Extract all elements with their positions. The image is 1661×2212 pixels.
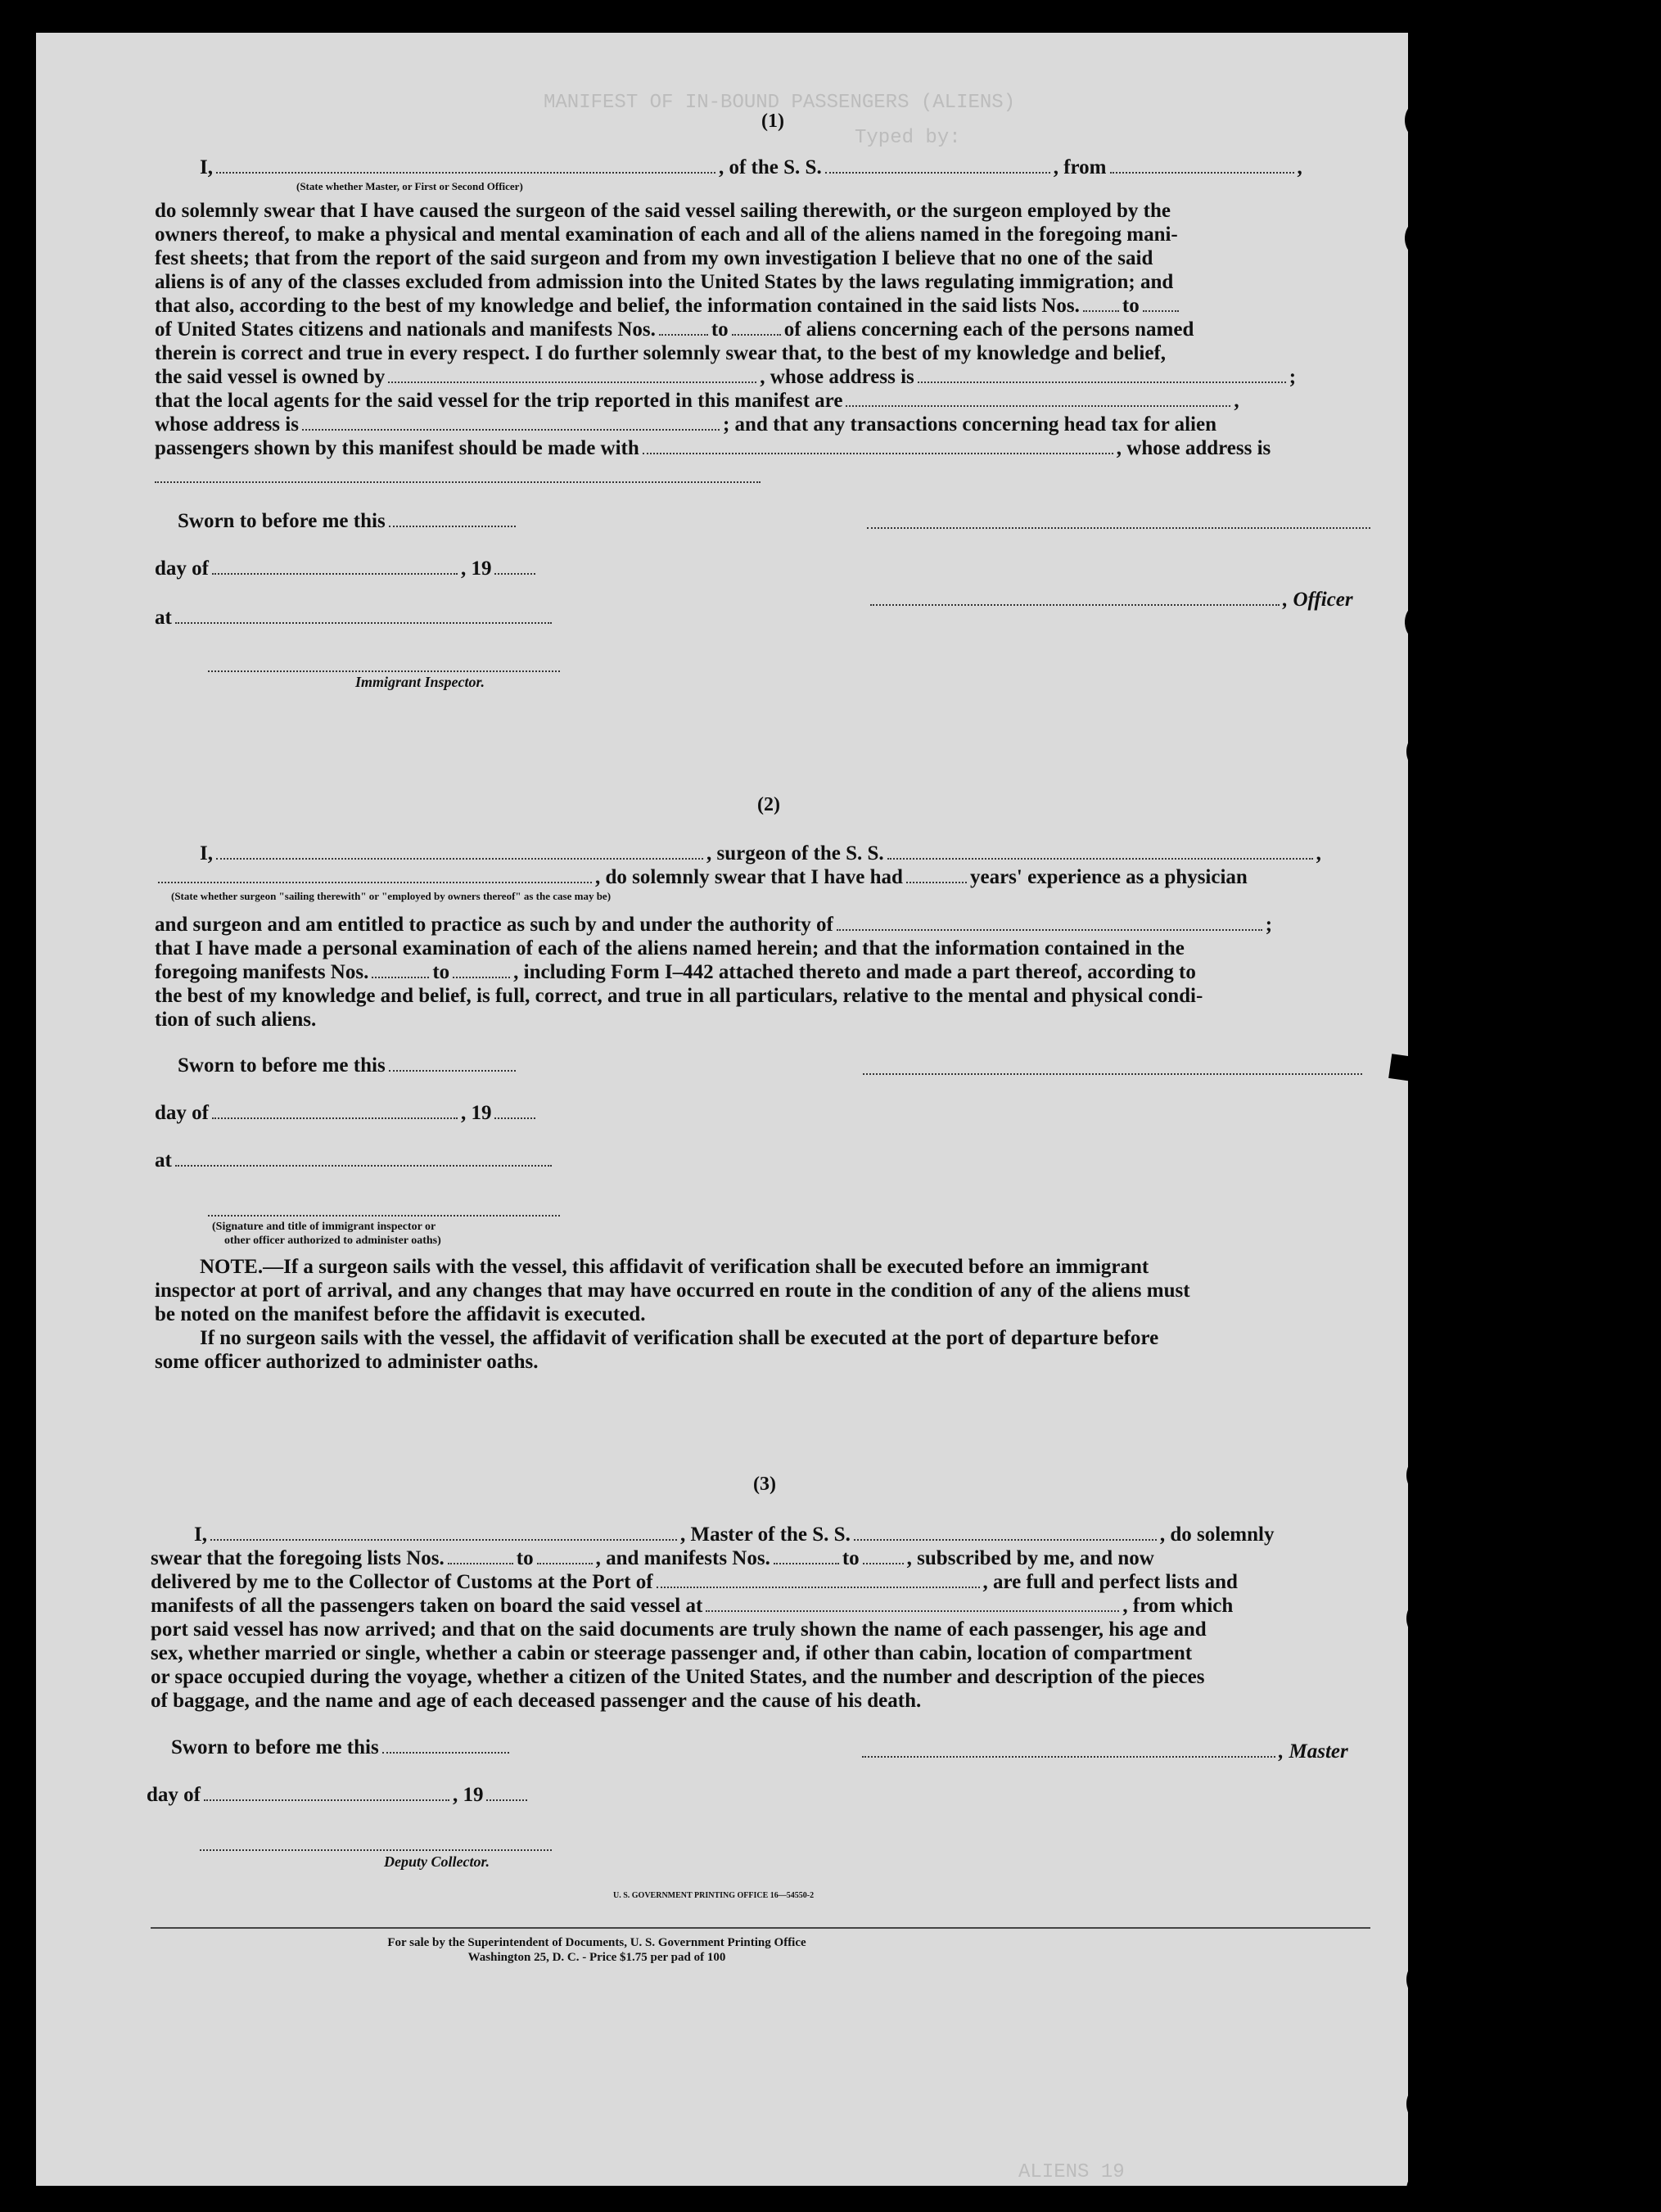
signature-line	[208, 1214, 560, 1217]
sworn-line: Sworn to before me this	[171, 1736, 512, 1760]
sec1-line-1: I, , of the S. S. , from ,	[200, 156, 1302, 178]
punch-hole	[1406, 1455, 1408, 1496]
text-line: therein is correct and true in every respect. I do further solemnly swear that, to the best of my knowledge and belief,	[155, 342, 1167, 364]
section-heading: (3)	[753, 1474, 776, 1495]
sec2-line-2: , do solemnly swear that I have had years' experience as a physician	[155, 865, 1248, 890]
text-line: that the local agents for the said vessel for the trip reported in this manifest are ,	[155, 390, 1239, 412]
punch-hole	[1406, 1598, 1408, 1639]
bleed-through-text: ALIENS 19	[1018, 2161, 1125, 2183]
sworn-line: Sworn to before me this	[178, 1054, 519, 1078]
text-line: of United States citizens and nationals and manifests Nos. to of aliens concerning each of the persons named	[155, 318, 1194, 341]
text-line: owners thereof, to make a physical and mental examination of each and all of the aliens named in the foregoing mani-	[155, 223, 1178, 246]
text-line: delivered by me to the Collector of Customs at the Port of , are full and perfect lists and	[151, 1571, 1238, 1593]
signature-line	[200, 1849, 552, 1851]
section-heading: (2)	[757, 794, 780, 815]
bleed-through-text: Typed by:	[855, 127, 961, 149]
text-line: port said vessel has now arrived; and that on the said documents are truly shown the name of each passenger, his age and	[151, 1618, 1207, 1641]
form-page	[36, 33, 1408, 2186]
day-line: day of , 19	[147, 1783, 530, 1808]
divider	[151, 1926, 1370, 1929]
sec3-line-1: I, , Master of the S. S. , do solemnly	[194, 1524, 1275, 1546]
day-line: day of , 19	[155, 557, 539, 581]
punch-hole	[1406, 731, 1408, 772]
text-line: of baggage, and the name and age of each deceased passenger and the cause of his death.	[151, 1690, 922, 1712]
punch-hole	[1406, 1959, 1408, 2000]
section-heading: (1)	[761, 111, 784, 132]
punch-hole	[1405, 218, 1408, 259]
ink-blot	[1388, 1054, 1408, 1083]
punch-hole	[1406, 2169, 1408, 2186]
text-line: swear that the foregoing lists Nos. to , and manifests Nos. to , subscribed by me, and now	[151, 1547, 1154, 1569]
footer-line-2: Washington 25, D. C. - Price $1.75 per pad of 100	[467, 1951, 726, 1964]
text-line: do solemnly swear that I have caused the surgeon of the said vessel sailing therewith, or the surgeon employed by the	[155, 200, 1171, 222]
text-line: the said vessel is owned by , whose address is ;	[155, 366, 1297, 388]
text-line: whose address is ; and that any transactions concerning head tax for alien	[155, 413, 1216, 436]
inspector-caption: Immigrant Inspector.	[355, 674, 485, 690]
text-line: tion of such aliens.	[155, 1009, 317, 1031]
text-line: inspector at port of arrival, and any changes that may have occurred en route in the condition of any of the aliens must	[155, 1280, 1190, 1302]
text-line: fest sheets; that from the report of the said surgeon and from my own investigation I believe that no one of the said	[155, 247, 1153, 269]
text-line: manifests of all the passengers taken on board the said vessel at , from which	[151, 1595, 1234, 1617]
bleed-through-text: MANIFEST OF IN-BOUND PASSENGERS (ALIENS)	[544, 92, 1016, 114]
footer-line-1: For sale by the Superintendent of Documents, U. S. Government Printing Office	[387, 1936, 806, 1949]
officer-line: , Officer	[867, 588, 1353, 612]
deputy-caption: Deputy Collector.	[384, 1853, 490, 1870]
field-note: (State whether Master, or First or Second Officer)	[296, 180, 523, 192]
master-line: , Master	[859, 1740, 1348, 1764]
signature-line	[863, 1072, 1362, 1075]
text-line: some officer authorized to administer oaths.	[155, 1351, 539, 1373]
punch-hole	[1405, 100, 1408, 141]
at-line: at	[155, 606, 555, 630]
text-line: sex, whether married or single, whether a cabin or steerage passenger and, if other than cabin, location of compartment	[151, 1642, 1193, 1664]
signature-caption: (Signature and title of immigrant inspector or	[212, 1221, 436, 1233]
inspector-signature-line	[208, 670, 560, 672]
text-line: that I have made a personal examination of each of the aliens named herein; and that the information contained in the	[155, 937, 1185, 959]
text-line: If no surgeon sails with the vessel, the affidavit of verification shall be executed at the port of departure before	[200, 1327, 1159, 1349]
sworn-line: Sworn to before me this	[178, 509, 519, 534]
field-note: (State whether surgeon "sailing therewith" or "employed by owners thereof" as the case may be)	[171, 890, 612, 902]
text-line: foregoing manifests Nos. to , including Form I–442 attached thereto and made a part thereof, according to	[155, 961, 1196, 983]
text-line: the best of my knowledge and belief, is full, correct, and true in all particulars, relative to the mental and physical condi-	[155, 985, 1203, 1007]
punch-hole	[1406, 2083, 1408, 2124]
signature-caption: other officer authorized to administer oaths)	[224, 1235, 441, 1247]
text-line: and surgeon and am entitled to practice as such by and under the authority of ;	[155, 914, 1273, 936]
text-line: be noted on the manifest before the affidavit is executed.	[155, 1303, 646, 1325]
printer-imprint: U. S. GOVERNMENT PRINTING OFFICE 16—54550-2	[613, 1891, 815, 1900]
text-line: NOTE.—If a surgeon sails with the vessel, this affidavit of verification shall be executed before an immigrant	[200, 1256, 1149, 1278]
text-line: or space occupied during the voyage, whether a citizen of the United States, and the number and description of the pieces	[151, 1666, 1205, 1688]
text-line: passengers shown by this manifest should be made with , whose address is	[155, 437, 1271, 459]
at-line: at	[155, 1149, 555, 1173]
signature-line	[867, 526, 1370, 529]
day-line: day of , 19	[155, 1101, 539, 1126]
text-line: that also, according to the best of my knowledge and belief, the information contained in the said lists Nos. to	[155, 294, 1182, 318]
text-line: aliens is of any of the classes excluded from admission into the United States by the laws regulating immigration; and	[155, 271, 1174, 293]
sec2-line-1: I, , surgeon of the S. S. ,	[200, 842, 1321, 864]
blank-line	[155, 481, 761, 483]
punch-hole	[1405, 602, 1408, 643]
